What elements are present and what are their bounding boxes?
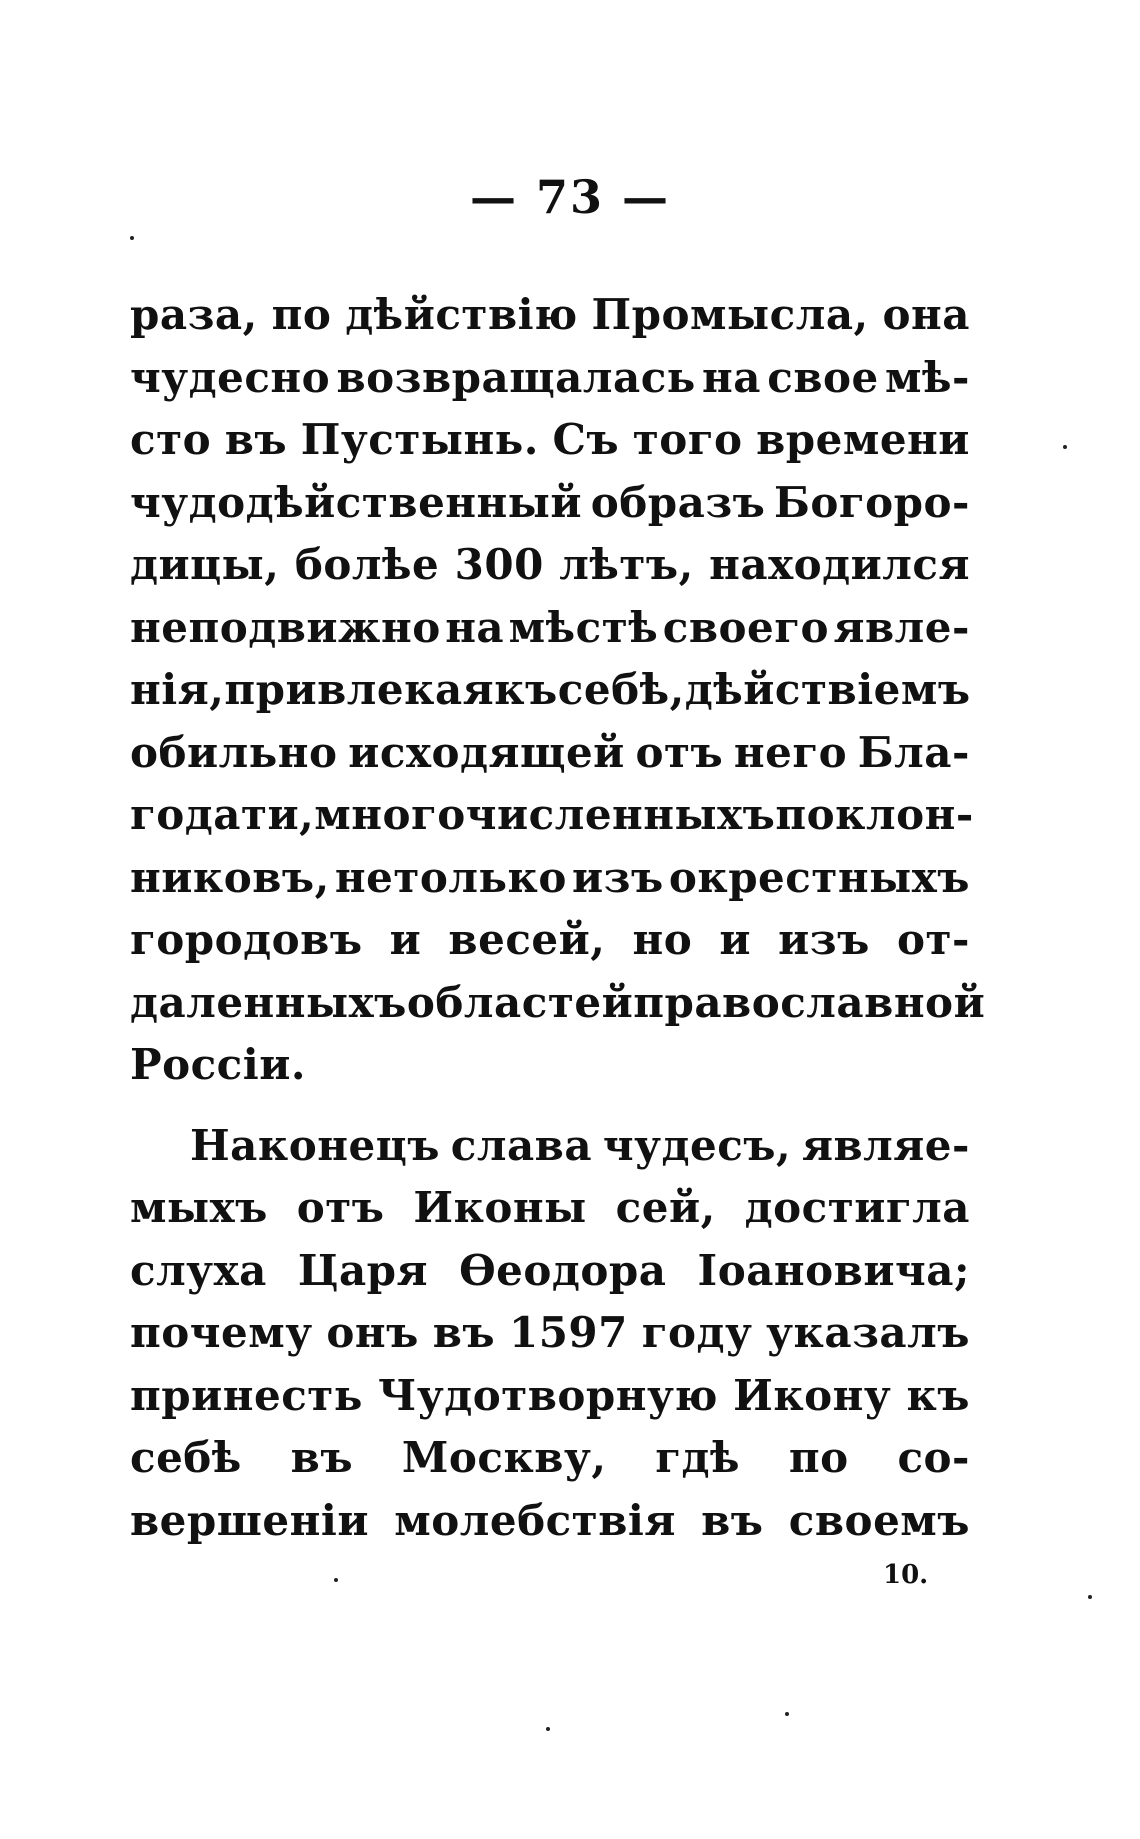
text-line xyxy=(130,1433,970,1496)
word: дѣйствіемъ xyxy=(684,665,971,714)
word: обильно xyxy=(130,727,338,777)
word: слава xyxy=(450,1120,593,1170)
text-line xyxy=(130,353,970,416)
text-line xyxy=(130,728,970,791)
text-line xyxy=(130,915,970,978)
page-number: — 73 — xyxy=(469,170,671,224)
word: Бла- xyxy=(857,727,970,777)
word: дицы, xyxy=(130,540,280,589)
word: болѣе xyxy=(294,540,440,589)
word: Іоановича; xyxy=(697,1245,970,1295)
word: областей xyxy=(406,977,634,1027)
text-line xyxy=(130,603,970,666)
word: того xyxy=(632,415,743,464)
word: мыхъ xyxy=(130,1183,268,1232)
text-line xyxy=(130,478,970,541)
word: къ xyxy=(494,665,558,714)
signature-mark: 10. xyxy=(883,1560,929,1590)
text-line xyxy=(130,1121,970,1184)
word: и xyxy=(719,915,752,964)
word: году xyxy=(641,1308,753,1357)
word: чудесъ, xyxy=(602,1120,792,1170)
word: многочисленныхъ xyxy=(314,790,776,839)
word: лѣтъ, xyxy=(559,540,694,589)
word: въ xyxy=(290,1433,354,1482)
word: Богоро- xyxy=(774,477,970,527)
print-speck xyxy=(334,1578,338,1582)
word: исходящей xyxy=(348,727,625,777)
word: городовъ xyxy=(130,915,363,964)
word: къ xyxy=(906,1370,970,1420)
text-line xyxy=(130,1040,970,1103)
text-line xyxy=(130,1496,970,1559)
word: себѣ, xyxy=(557,665,685,714)
text-line xyxy=(130,665,970,728)
word: по xyxy=(788,1433,849,1482)
word: чудодѣйственный xyxy=(130,477,583,527)
word: неподвижно xyxy=(130,602,441,652)
word: онъ xyxy=(326,1308,419,1357)
word: него xyxy=(733,727,848,777)
word: свое xyxy=(767,352,879,402)
print-speck xyxy=(130,236,134,240)
word: раза, xyxy=(130,290,258,339)
text-line xyxy=(130,977,986,1041)
word: годати, xyxy=(130,790,315,839)
word: являе- xyxy=(801,1120,970,1170)
paragraph-gap xyxy=(130,1103,970,1121)
text-line xyxy=(130,290,970,353)
text-line xyxy=(130,540,970,603)
word: и xyxy=(389,915,422,964)
text-line xyxy=(130,1371,970,1434)
word: чудесно xyxy=(130,352,331,402)
body-text xyxy=(130,290,986,1558)
word: нія, xyxy=(130,665,225,714)
word: своего xyxy=(662,602,829,652)
word: Пустынь. xyxy=(300,415,539,464)
word: на xyxy=(445,602,505,652)
text-line xyxy=(130,790,974,853)
word: дѣйствію xyxy=(345,290,578,339)
word: православной xyxy=(633,977,986,1027)
word: Промысла, xyxy=(591,290,869,339)
word: указалъ xyxy=(766,1308,970,1357)
word: изъ xyxy=(778,915,870,964)
word: со- xyxy=(897,1433,970,1482)
word: отъ xyxy=(296,1183,385,1232)
word: никовъ, xyxy=(130,852,330,902)
word: она xyxy=(882,290,970,339)
word: весей, xyxy=(448,915,606,964)
word: находился xyxy=(709,540,970,589)
word: возвращалась xyxy=(336,352,696,402)
word: Съ xyxy=(552,415,620,464)
text-line xyxy=(130,1308,970,1371)
word: привлекая xyxy=(224,665,495,714)
word: Иконы xyxy=(413,1183,587,1232)
text-line xyxy=(130,1183,970,1246)
word: достигла xyxy=(744,1183,970,1232)
word: вершеніи xyxy=(130,1495,369,1545)
word: себѣ xyxy=(130,1433,242,1482)
word: мѣ- xyxy=(885,352,970,402)
word: слуха xyxy=(130,1245,267,1295)
word: времени xyxy=(756,415,970,464)
word: гдѣ xyxy=(655,1433,741,1482)
word: въ xyxy=(224,415,288,464)
word: Москву, xyxy=(401,1433,607,1482)
text-line xyxy=(130,853,970,916)
print-speck xyxy=(1063,445,1067,449)
word: на xyxy=(702,352,762,402)
word: поклон- xyxy=(775,790,974,839)
print-speck xyxy=(546,1727,550,1731)
word: даленныхъ xyxy=(130,977,407,1027)
word: въ xyxy=(432,1308,496,1357)
word: Царя xyxy=(297,1245,429,1295)
word: мѣстѣ xyxy=(508,602,659,652)
word: принесть xyxy=(130,1370,363,1420)
word: сто xyxy=(130,415,212,464)
text-line xyxy=(130,415,970,478)
word: своемъ xyxy=(788,1495,970,1545)
word: Наконецъ xyxy=(190,1120,440,1170)
word: отъ xyxy=(635,727,724,777)
word: Чудотворную xyxy=(377,1370,718,1420)
word: явле- xyxy=(833,602,970,652)
word: молебствія xyxy=(394,1495,676,1545)
word: Икону xyxy=(733,1370,892,1420)
word: от- xyxy=(896,915,970,964)
word: Ѳеодора xyxy=(459,1245,667,1295)
print-speck xyxy=(1088,1595,1092,1599)
word: окрестныхъ xyxy=(668,852,970,902)
word: 1597 xyxy=(508,1308,628,1357)
word: Россіи. xyxy=(130,1040,306,1089)
word: изъ xyxy=(572,852,664,902)
word: образъ xyxy=(590,477,766,527)
word: въ xyxy=(701,1495,764,1545)
word: по xyxy=(271,290,332,339)
word: почему xyxy=(130,1308,313,1357)
text-line xyxy=(130,1246,970,1309)
word: сей, xyxy=(615,1183,716,1232)
word: 300 xyxy=(454,540,544,589)
print-speck xyxy=(785,1712,789,1716)
word: нетолько xyxy=(334,852,567,902)
word: но xyxy=(632,915,693,964)
